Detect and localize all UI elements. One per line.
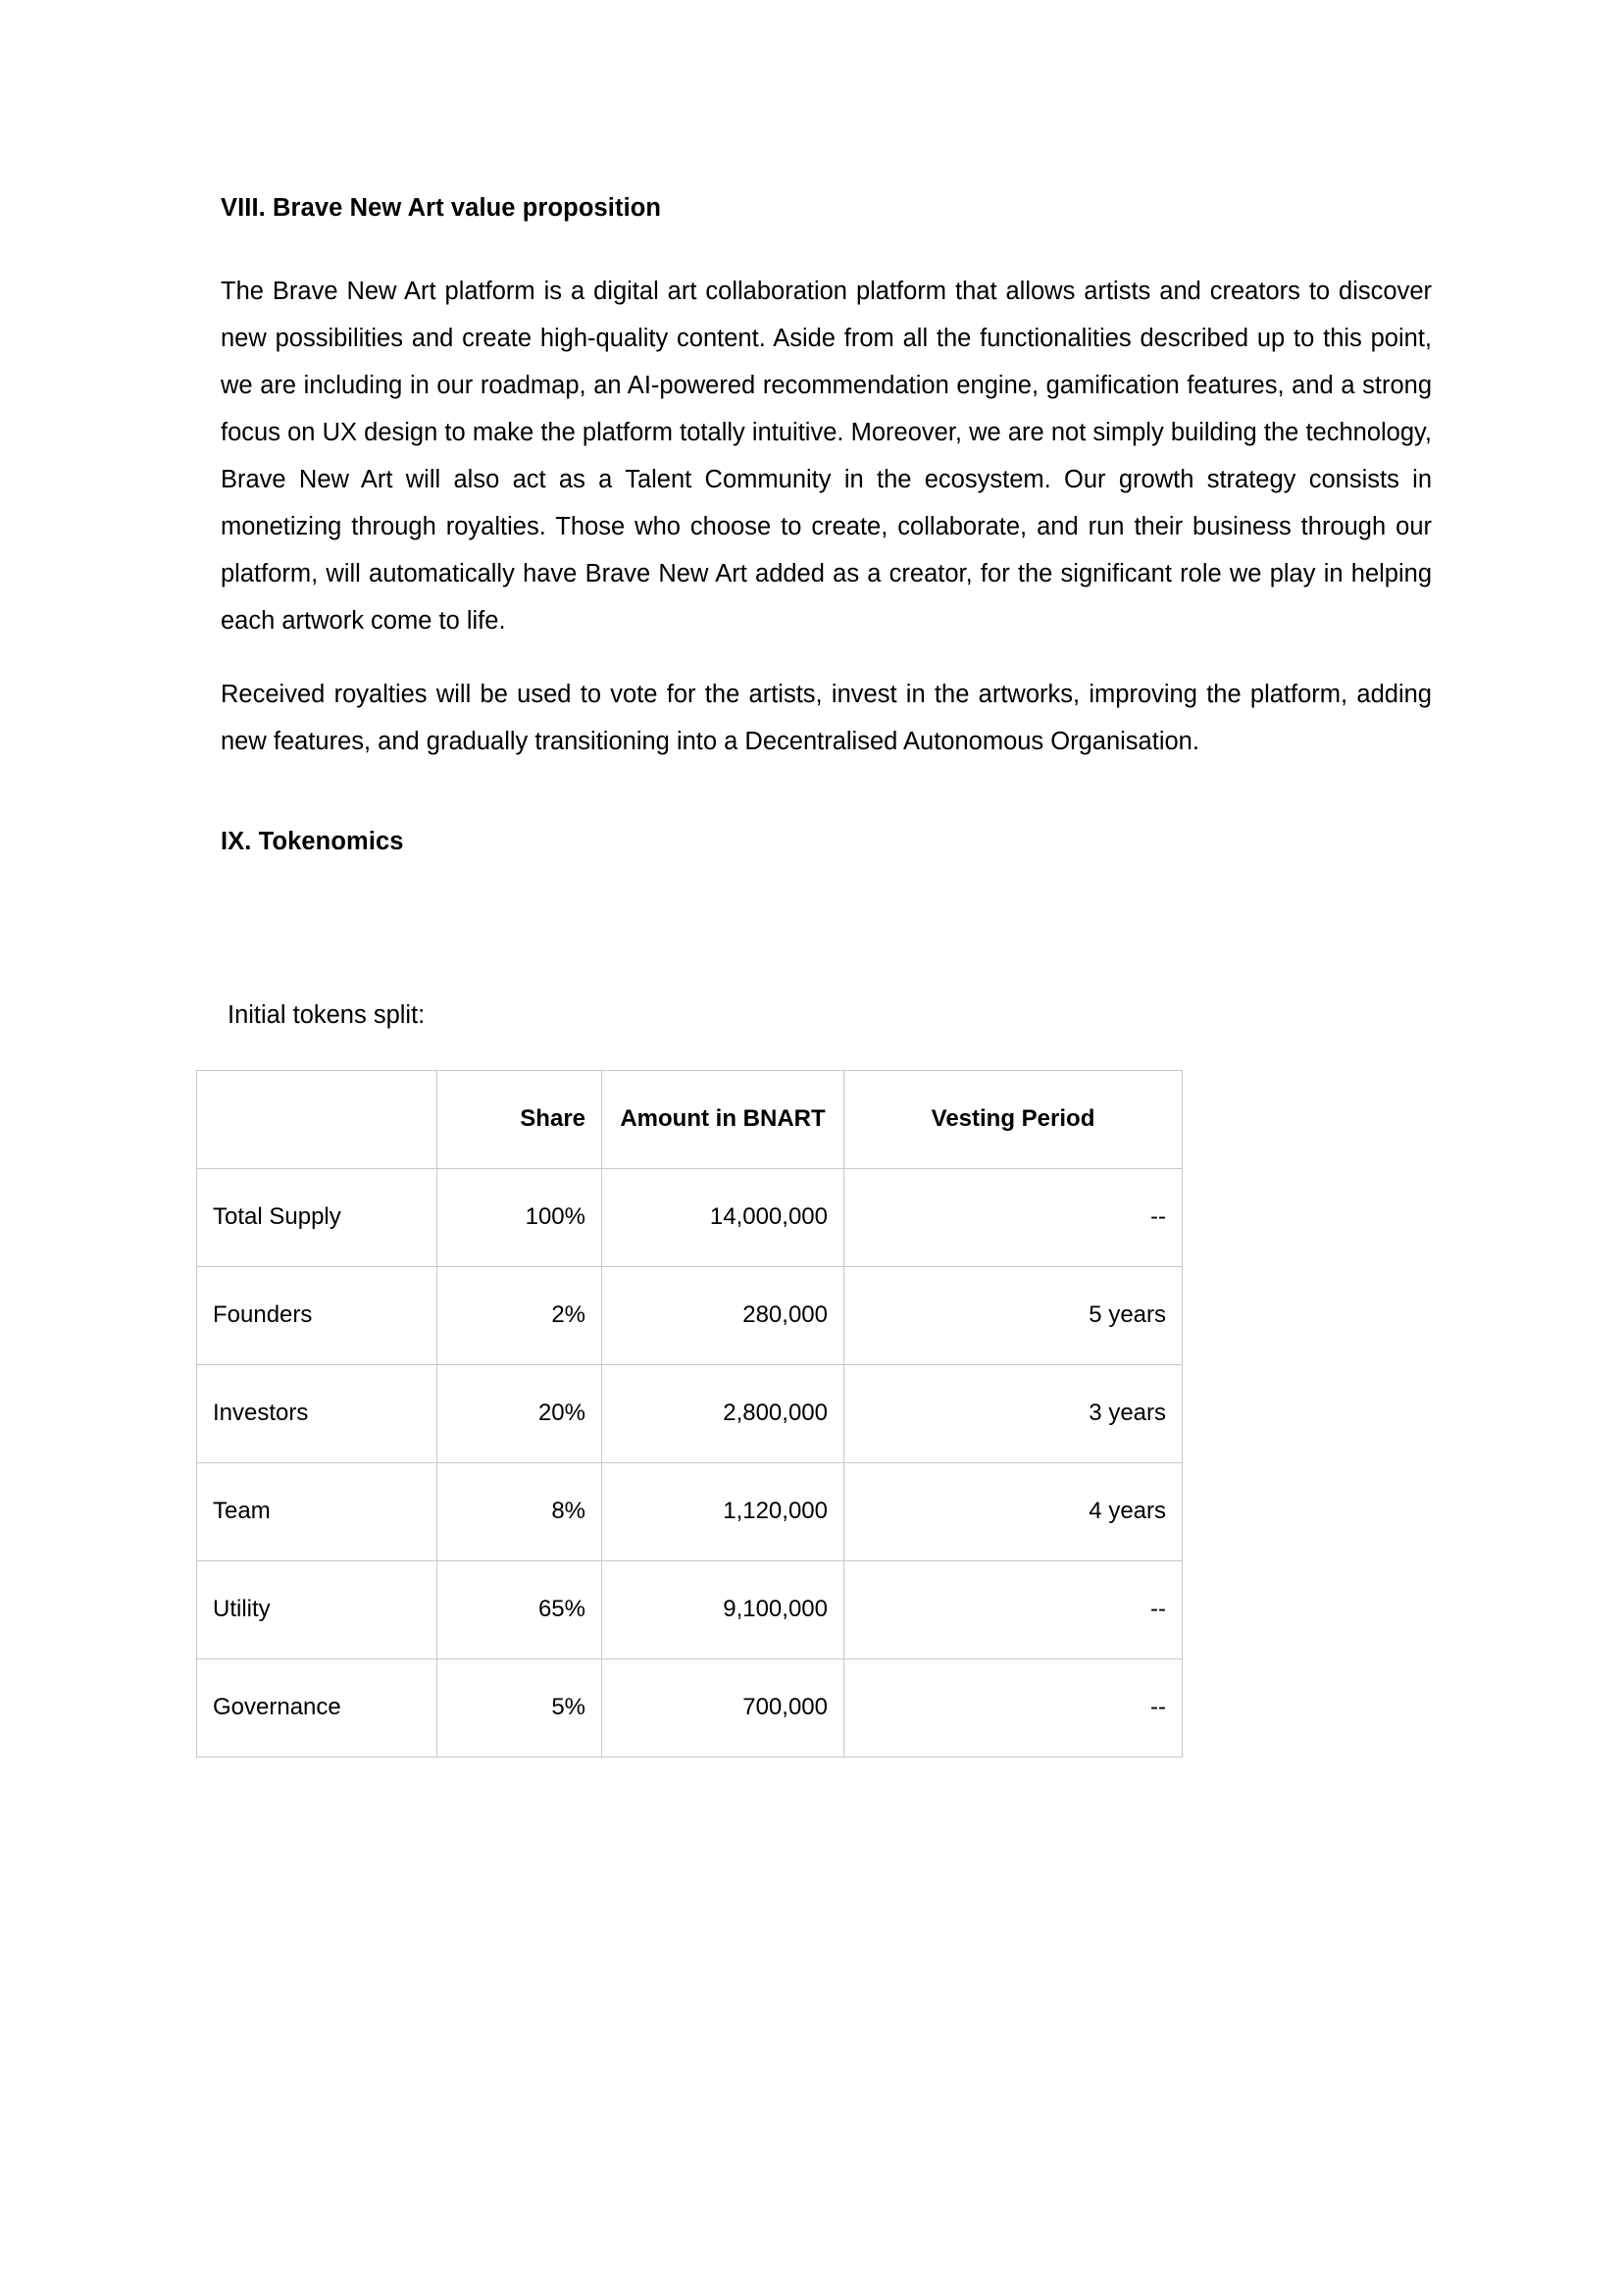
table-row — [197, 1168, 1183, 1266]
cell-category: Founders — [197, 1266, 437, 1364]
cell-amount: 14,000,000 — [602, 1168, 844, 1266]
table-row — [197, 1658, 1183, 1757]
cell-share: 5% — [437, 1658, 602, 1757]
cell-category: Total Supply — [197, 1168, 437, 1266]
cell-amount: 280,000 — [602, 1266, 844, 1364]
cell-category: Team — [197, 1462, 437, 1560]
table-row — [197, 1364, 1183, 1462]
cell-vesting: -- — [844, 1560, 1183, 1658]
cell-vesting: 4 years — [844, 1462, 1183, 1560]
cell-amount: 2,800,000 — [602, 1364, 844, 1462]
column-header-category — [197, 1070, 437, 1168]
cell-amount: 9,100,000 — [602, 1560, 844, 1658]
document-content-column — [213, 0, 1432, 1758]
table-caption-initial-tokens-split: Initial tokens split: — [228, 1000, 426, 1029]
table-header — [197, 1070, 1183, 1168]
cell-vesting: -- — [844, 1658, 1183, 1757]
cell-share: 8% — [437, 1462, 602, 1560]
cell-share: 65% — [437, 1560, 602, 1658]
cell-amount: 1,120,000 — [602, 1462, 844, 1560]
column-header-amount-in-bnart: Amount in BNART — [602, 1070, 844, 1168]
cell-amount: 700,000 — [602, 1658, 844, 1757]
table-row — [197, 1462, 1183, 1560]
section-heading-value-proposition: VIII. Brave New Art value proposition — [221, 194, 662, 222]
cell-vesting: 3 years — [844, 1364, 1183, 1462]
tokenomics-table-wrapper — [196, 1070, 1182, 1758]
cell-vesting: -- — [844, 1168, 1183, 1266]
table-header-row — [197, 1070, 1183, 1168]
table-row — [197, 1266, 1183, 1364]
cell-category: Governance — [197, 1658, 437, 1757]
cell-category: Investors — [197, 1364, 437, 1462]
cell-share: 100% — [437, 1168, 602, 1266]
paragraph-value-proposition-1: The Brave New Art platform is a digital art collaboration platform that allows artists and creators to discover new possibilities and create high-quality content. Aside from all the functionalities described up to this point, we are including in our roadmap, an AI-powered recommendation engine, gamification features, and a strong focus on UX design to make the platform totally intuitive. Moreover, we are not simply building the technology, Brave New Art will also act as a Talent Community in the ecosystem. Our growth strategy consists in monetizing through royalties. Those who choose to create, collaborate, and run their business through our platform, will automatically have Brave New Art added as a creator, for the significant role we play in helping each artwork come to life. — [221, 277, 1432, 635]
initial-tokens-split-table — [196, 1070, 1183, 1758]
cell-share: 20% — [437, 1364, 602, 1462]
column-header-vesting-period: Vesting Period — [844, 1070, 1183, 1168]
paragraph-value-proposition-2: Received royalties will be used to vote for the artists, invest in the artworks, improving the platform, adding new features, and gradually transitioning into a Decentralised Autonomous Organisation. — [221, 680, 1432, 755]
table-row — [197, 1560, 1183, 1658]
cell-category: Utility — [197, 1560, 437, 1658]
section-heading-tokenomics: IX. Tokenomics — [221, 827, 404, 855]
table-body — [197, 1168, 1183, 1757]
cell-share: 2% — [437, 1266, 602, 1364]
column-header-share: Share — [437, 1070, 602, 1168]
cell-vesting: 5 years — [844, 1266, 1183, 1364]
